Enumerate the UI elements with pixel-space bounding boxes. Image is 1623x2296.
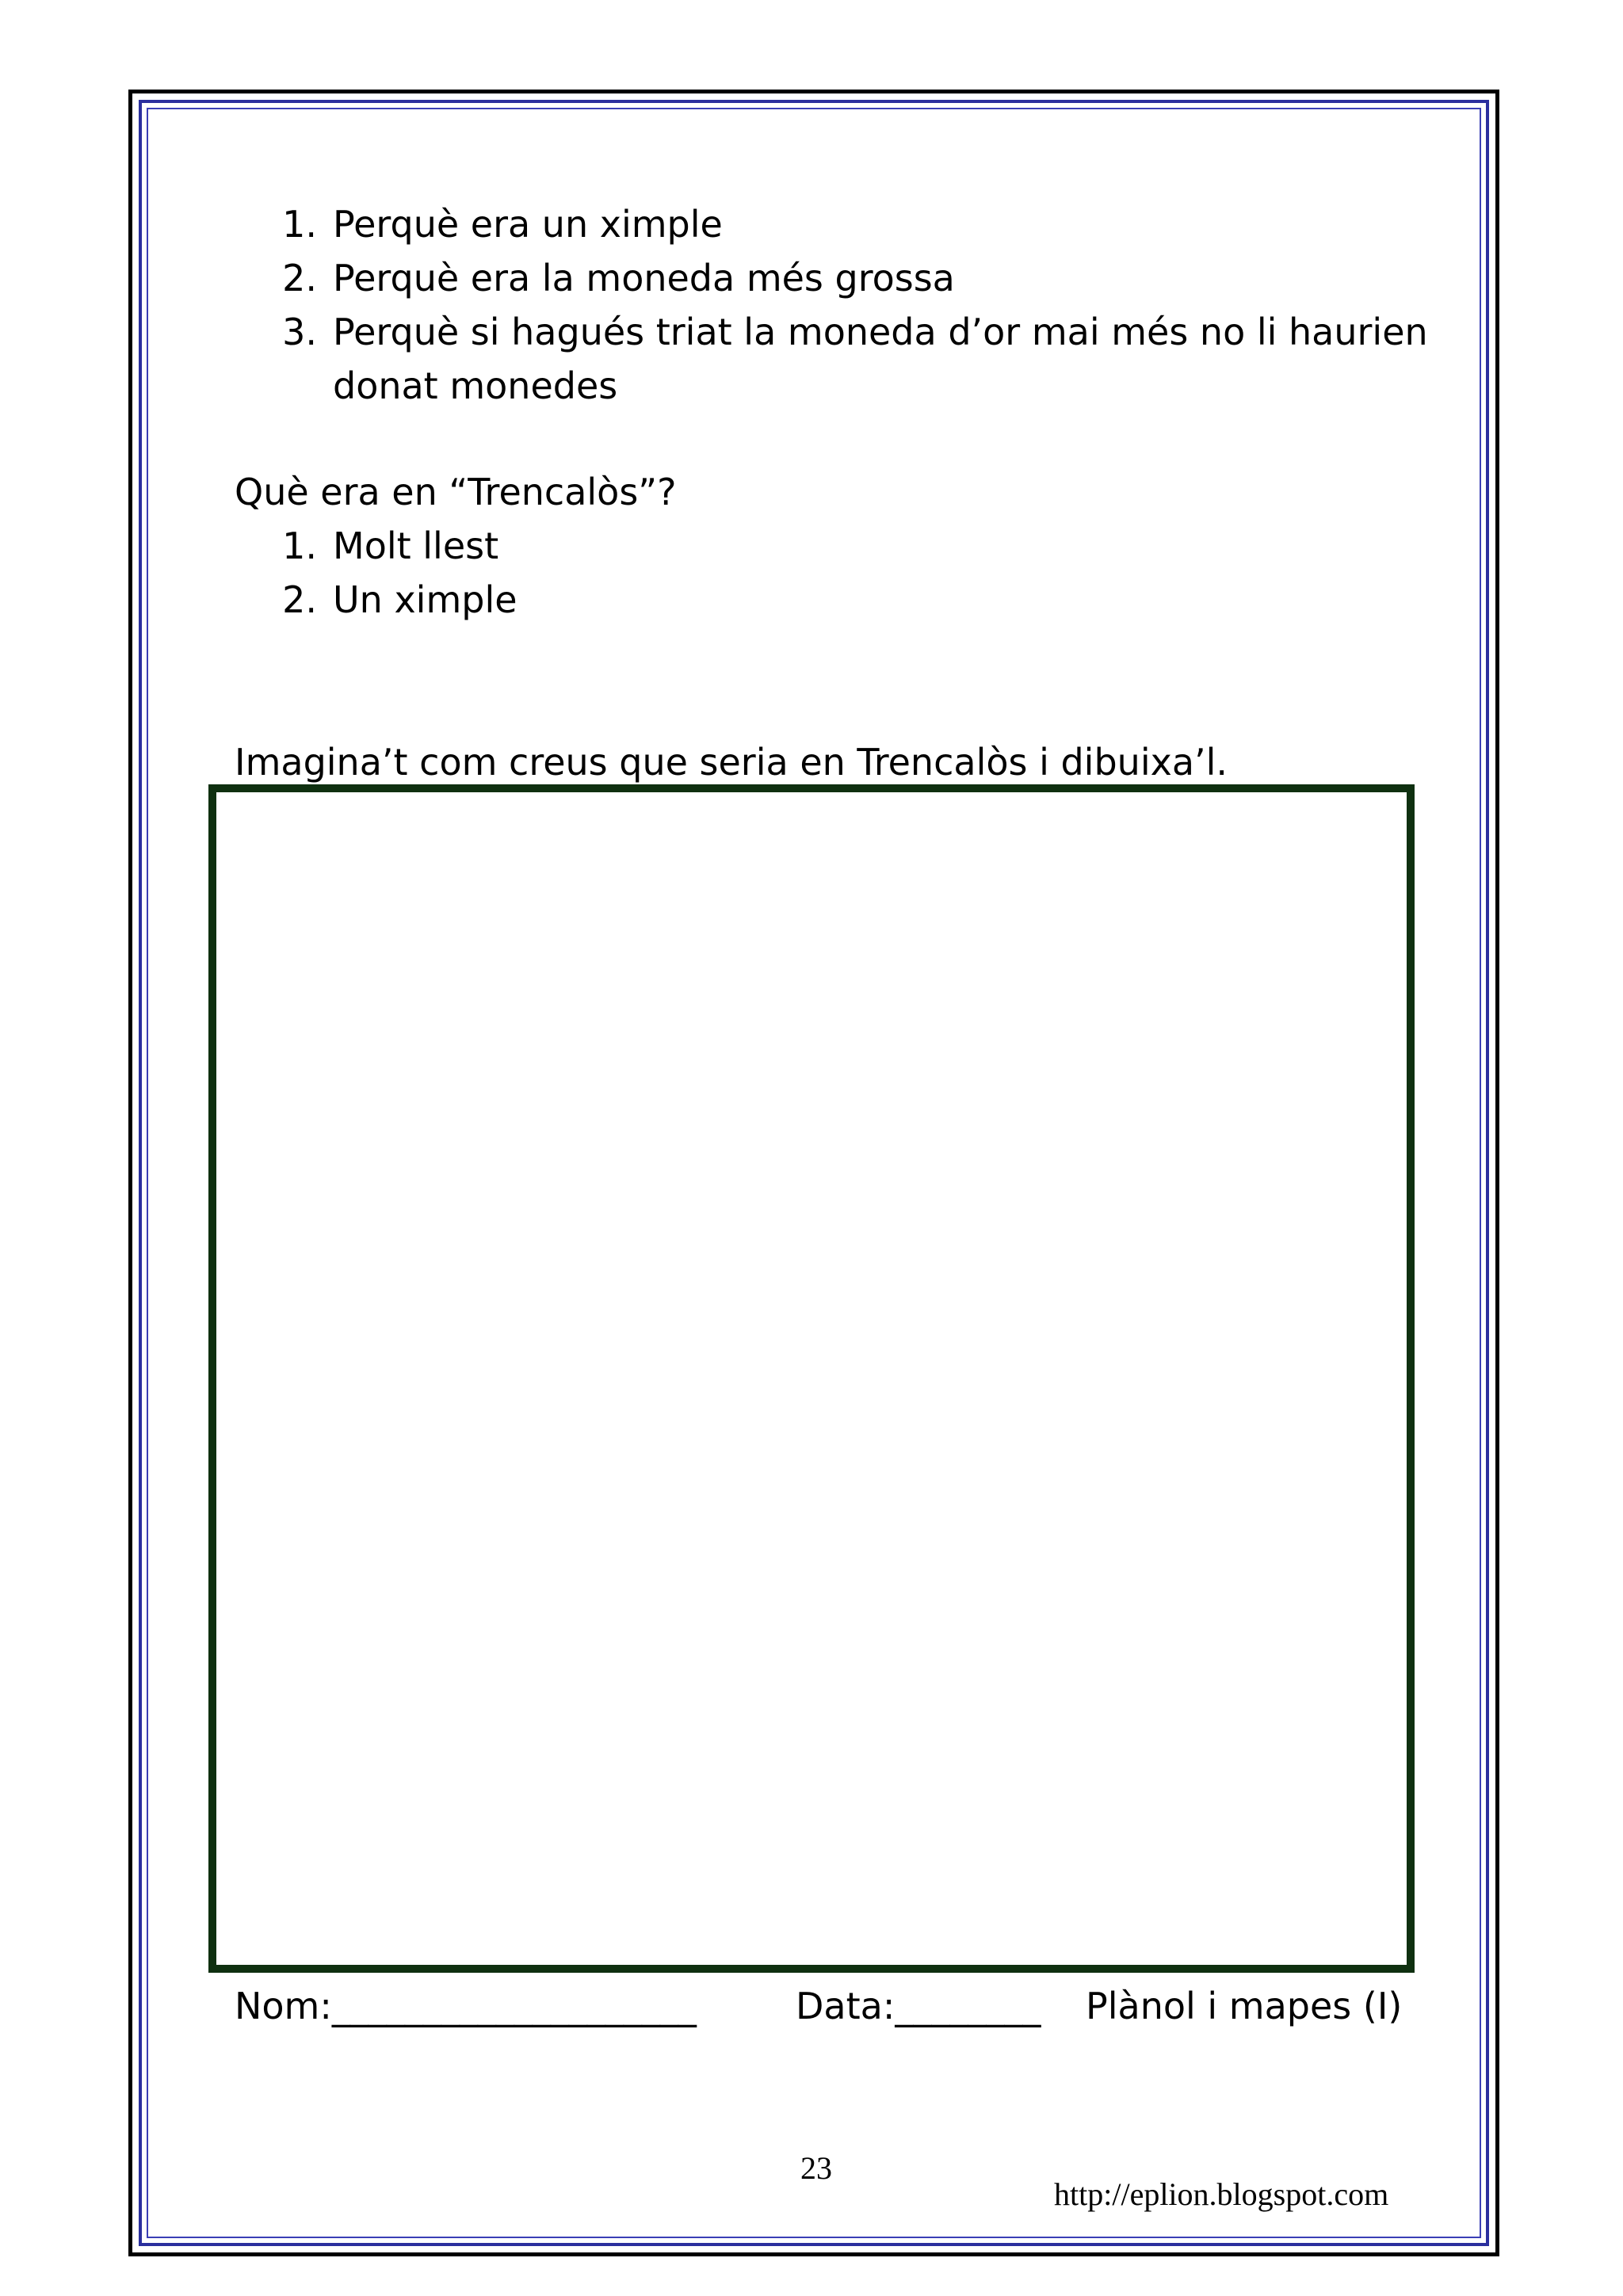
option-text: Perquè era la moneda més grossa: [333, 257, 955, 299]
name-field-label: Nom:____________________: [235, 1985, 697, 2027]
question-prompt: Què era en “Trencalòs”?: [235, 471, 677, 513]
option-number: 2.: [282, 257, 317, 299]
option-number: 2.: [282, 578, 317, 621]
option-number: 1.: [282, 524, 317, 567]
worksheet-title: Plànol i mapes (I): [1086, 1985, 1403, 2027]
drawing-area[interactable]: [208, 784, 1415, 1973]
option-text-continuation: donat monedes: [333, 364, 618, 407]
option-text: Perquè era un ximple: [333, 203, 723, 246]
site-url: http://eplion.blogspot.com: [1054, 2176, 1389, 2212]
option-number: 1.: [282, 203, 317, 246]
page-number: 23: [800, 2150, 832, 2186]
date-field-label: Data:________: [796, 1985, 1041, 2027]
drawing-prompt: Imagina’t com creus que seria en Trencalòs i dibuixa’l.: [235, 741, 1228, 784]
option-text: Perquè si hagués triat la moneda d’or mai més no li haurien: [333, 311, 1428, 353]
option-text: Un ximple: [333, 578, 517, 621]
option-text: Molt llest: [333, 524, 499, 567]
option-number: 3.: [282, 311, 317, 353]
